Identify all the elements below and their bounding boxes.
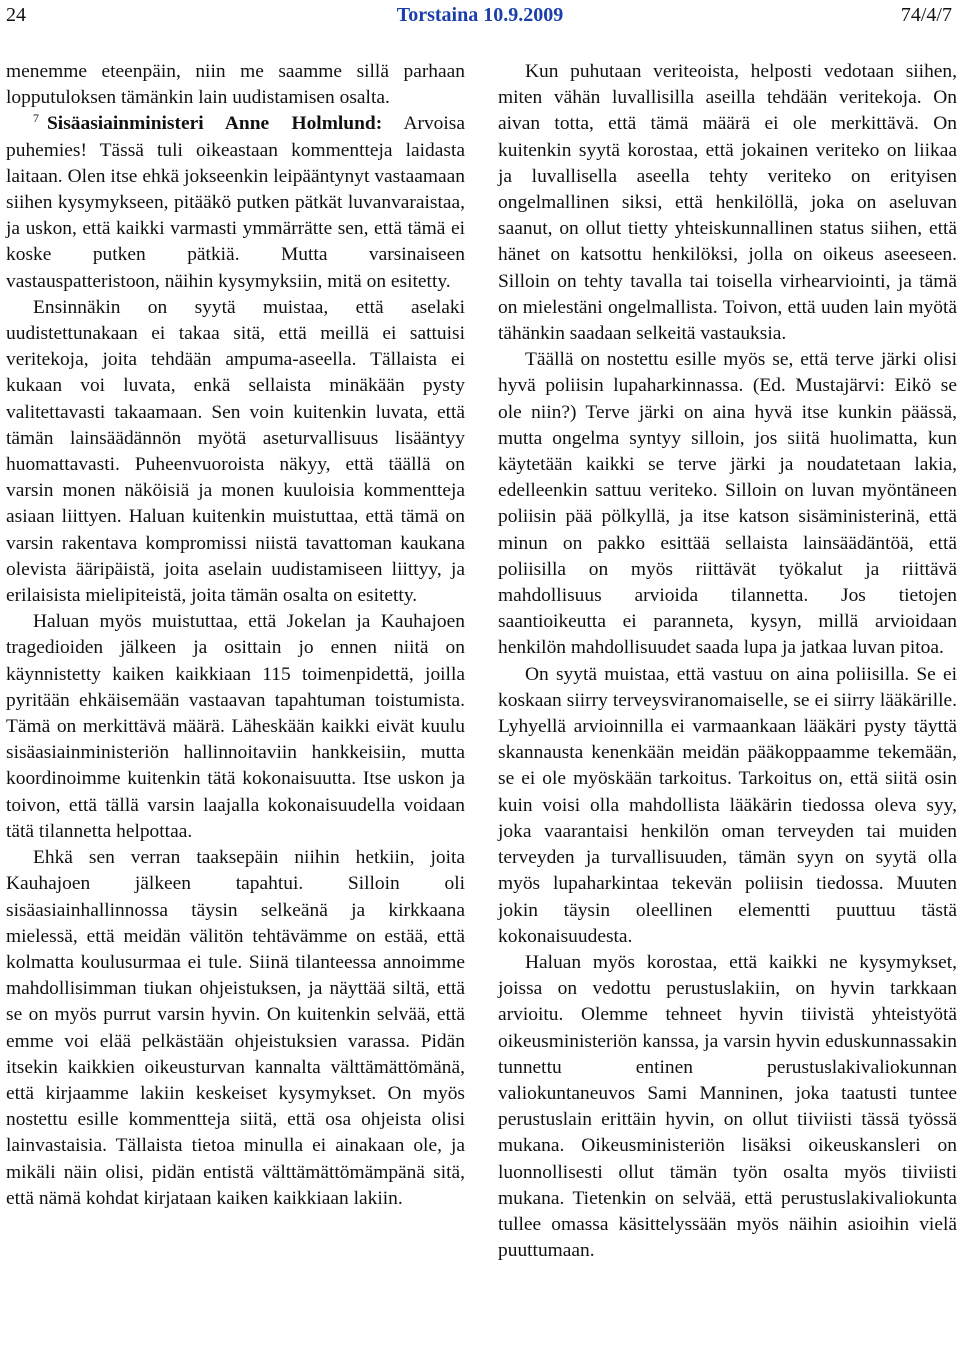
right-column [498, 59, 957, 1264]
paragraph: Haluan myös muistuttaa, että Jokelan ja Kauhajoen tragedioiden jälkeen ja osittain jo ennen niitä on käynnistetty kaiken kaikkiaan 115 toimenpidettä, joilla pyritään ehkäisemään vastaavan tapahtuman toistumista. Tämä on merkittävä määrä. Läheskään kaikki eivät kuulu sisäasiainministeriön hallinnoitaviin hankkeisiin, mutta koordinoimme kuitenkin tätä kokonaisuutta. Itse uskon ja toivon, että tällä varsin laajalla kokonaisuudella voidaan tätä tilannetta helpottaa. [6, 611, 465, 842]
speech-paragraph [6, 111, 465, 294]
speech-text: Arvoisa puhemies! Tässä tuli oikeastaan kommentteja laidasta laitaan. Olen itse ehkä jokseenkin leipääntynyt vastaamaan siihen kysymykseen, pitääkö putken pätkät luvanvaraistaa, ja uskon, että kaikki varmasti ymmärrätte sen, että tämä ei koske putken pätkiä. Mutta varsinaiseen vastauspatteristoon, näihin kysymyksiin, mitä on esitetty. [6, 113, 465, 292]
page-number: 24 [6, 4, 26, 26]
paragraph: menemme eteenpäin, niin me saamme sillä parhaan lopputuloksen tämänkin lain uudistamisen osalta. [6, 61, 465, 109]
speaker-name: Sisäasiainministeri Anne Holmlund: [47, 113, 383, 135]
paragraph: Haluan myös korostaa, että kaikki ne kysymykset, joissa on vedottu perustuslakiin, on hyvin tarkkaan arvioitu. Olemme tehneet hyvin tiivistä yhteistyötä oikeusministeriön kanssa, ja varsin hyvin eduskunnassakin tunnettu entinen perustuslakivaliokunnan valiokuntaneuvos Sami Manninen, joka taatusti tuntee perustuslain erittäin hyvin, on ollut tiiviisti tässä työssä mukana. Oikeusministeriön lisäksi oikeuskansleri on luonnollisesti ollut tämän työn osalta myös tiiviisti mukana. Tietenkin on selvää, että perustuslakivaliokunta tullee omassa käsittelyssään myös näihin asioihin vielä puuttumaan. [498, 951, 957, 1262]
page-header [0, 0, 960, 30]
left-column [6, 59, 465, 1212]
record-number: 74/4/7 [900, 4, 952, 26]
paragraph: Ensinnäkin on syytä muistaa, että aselaki uudistettunakaan ei takaa sitä, että meillä ei sattuisi veritekoja, joita tehdään ampuma-aseella. Tällaista ei kukaan voi luvata, enkä sellaista minäkään pysty valitettavasti takaamaan. Sen voin kuitenkin luvata, että tämän lainsäädännön myötä aseturvallisuus lisääntyy huomattavasti. Puheenvuoroista näkyy, että täällä on varsin monen näköisiä ja monen kuuloisia kommentteja asiaan liittyen. Haluan kuitenkin muistuttaa, että tämä on varsin rakentava kompromissi niistä tavattoman kaukana olevista ääripäistä, joita aselain uudistamiseen liittyy, ja erilaisista mielipiteistä, joita tämän osalta on esitetty. [6, 296, 465, 607]
paragraph: Täällä on nostettu esille myös se, että terve järki olisi hyvä poliisin lupaharkinnassa. (Ed. Mustajärvi: Eikö se ole niin?) Terve järki on aina hyvä itse kunkin päässä, mutta ongelma syntyy silloin, jos siitä huolimatta, kun käytetään kaikki se terve järki ja noudatetaan lakia, edelleenkin sattuu veriteko. Silloin on luvan myöntäneen poliisin pää pölkyllä, ja itse katson sisäministerinä, että minun on pakko esittää sellaista lainsäädäntöä, että poliisilla on myös riittävät työkalut ja riittävä mahdollisuus arvioida tilannetta. Jos tietojen saantioikeutta ei paranneta, kysyn, millä arvioidaan henkilön mahdollisuudet saada lupa ja jatkaa luvan pitoa. [498, 349, 957, 659]
speech-number: 7 [33, 110, 39, 125]
paragraph: Ehkä sen verran taaksepäin niihin hetkiin, joita Kauhajoen jälkeen tapahtui. Silloin oli sisäasiainhallinnossa täysin selkeänä ja kirkkaana mielessä, että meidän välitön tehtävämme on estää, että kolmatta koulusurmaa ei tule. Siinä tilanteessa annoimme mahdollisimman tiukan ohjeistuksen, ja näyttää siltä, että se on myös purrut varsin hyvin. On kuitenkin selvää, että emme voi elää pelkästään ohjeistuksien varassa. Pidän itsekin kaikkien oikeusturvan kannalta välttämättömänä, että kirjaamme lakiin keskeiset kysymykset. On myös nostettu esille kommentteja siitä, että osa ohjeista olisi lainvastaisia. Tällaista tietoa minulla ei ainakaan ole, ja mikäli näin olisi, pidän entistä välttämättömämpänä sitä, että nämä kohdat kirjataan kaiken kaikkiaan lakiin. [6, 847, 465, 1209]
paragraph: On syytä muistaa, että vastuu on aina poliisilla. Se ei koskaan siirry terveysviranomaiselle, se ei siirry lääkärille. Lyhyellä arvioinnilla ei varmaankaan lääkäri pysty täyttä skannausta kenenkään meidän pääkoppaamme tekemään, se ei ole myöskään tarkoitus. Tarkoitus on, että siitä osin kuin voisi olla mahdollista lääkärin tiedossa oleva syy, joka vaarantaisi henkilön oman terveyden tai muiden terveyden ja turvallisuuden, tämän syyn on syytä olla myös lupaharkintaa tekevän poliisin tiedossa. Muuten jokin täysin oleellinen elementti puuttuu tästä kokonaisuudesta. [498, 663, 957, 947]
publication-date: Torstaina 10.9.2009 [396, 4, 564, 26]
paragraph: Kun puhutaan veriteoista, helposti vedotaan siihen, miten vähän luvallisilla aseilla tehdään veritekoja. On aivan totta, että tämä määrä ei ole merkittävä. On kuitenkin syytä korostaa, että jokainen veriteko on liikaa ja luvallisella aseella tehty veriteko on erityisen ongelmallinen siksi, että henkilöllä, joka on aseluvan saanut, on ollut tietty yhteiskunnallinen status siihen, että hänet on katsottu henkilöksi, jolla on oikeus aseeseen. Silloin on tehty tavalla tai toisella virhearviointi, ja tämä on mielestäni ongelmallista. Toivon, että uuden lain myötä tähänkin saadaan selkeitä vastauksia. [498, 61, 957, 345]
